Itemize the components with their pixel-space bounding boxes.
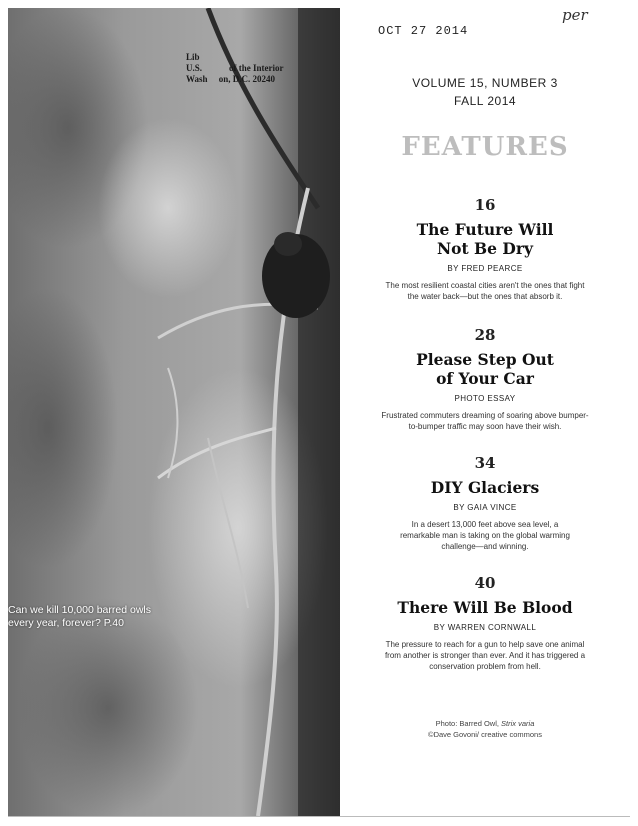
feature-title xyxy=(340,598,630,617)
stamp-line: U.S. of the Interior xyxy=(186,63,284,73)
library-stamp xyxy=(186,52,284,85)
feature-item xyxy=(340,326,630,432)
feature-title-line: The Future Will xyxy=(416,220,554,239)
feature-title xyxy=(340,220,630,258)
feature-page-number: 40 xyxy=(474,574,496,592)
feature-item xyxy=(340,196,630,302)
contents-panel xyxy=(340,0,630,826)
credit-line xyxy=(340,718,630,729)
feature-title-line: of Your Car xyxy=(436,369,534,388)
credit-species: Strix varia xyxy=(501,719,535,728)
feature-description xyxy=(340,519,630,552)
stamp-line: Lib xyxy=(186,52,200,62)
issue-season: FALL 2014 xyxy=(453,94,517,108)
feature-title-line: There Will Be Blood xyxy=(397,598,573,617)
page-bottom-rule xyxy=(8,816,630,817)
feature-description xyxy=(340,410,630,432)
caption-line: Can we kill 10,000 barred owls xyxy=(8,604,151,616)
feature-title xyxy=(340,350,630,388)
caption-line: every year, forever? P.40 xyxy=(8,617,124,629)
received-date-stamp: OCT 27 2014 xyxy=(378,24,469,38)
feature-byline: BY WARREN CORNWALL xyxy=(433,623,537,632)
feature-desc-line: challenge—and winning. xyxy=(441,542,529,551)
feature-desc-line: The most resilient coastal cities aren't the ones that fight xyxy=(385,281,585,290)
feature-page-number: 34 xyxy=(474,454,496,472)
feature-desc-line: to-bumper traffic may soon have their wish. xyxy=(408,422,562,431)
feature-title-line: DIY Glaciers xyxy=(430,478,540,497)
handwritten-initials: per xyxy=(562,6,588,24)
credit-prefix: Photo: Barred Owl, xyxy=(435,719,502,728)
photo-credit xyxy=(340,718,630,740)
volume-number: VOLUME 15, NUMBER 3 xyxy=(412,76,558,90)
feature-byline: BY FRED PEARCE xyxy=(447,264,523,273)
feature-item xyxy=(340,454,630,552)
feature-desc-line: conservation problem from hell. xyxy=(429,662,541,671)
feature-description xyxy=(340,280,630,302)
photo-caption xyxy=(8,604,151,630)
feature-title-line: Not Be Dry xyxy=(436,239,534,258)
feature-desc-line: from another is stronger than ever. And it has triggered a xyxy=(384,651,586,660)
feature-desc-line: In a desert 13,000 feet above sea level, a xyxy=(411,520,559,529)
feature-title xyxy=(340,478,630,497)
feature-description xyxy=(340,639,630,672)
feature-desc-line: remarkable man is taking on the global warming xyxy=(400,531,570,540)
credit-line: ©Dave Govoni/ creative commons xyxy=(428,730,542,739)
owl-branch-photo xyxy=(8,8,340,816)
stamp-line: Wash on, D.C. 20240 xyxy=(186,74,276,84)
feature-page-number: 28 xyxy=(474,326,496,344)
feature-page-number: 16 xyxy=(474,196,496,214)
cover-photo xyxy=(8,8,340,816)
feature-byline: BY GAIA VINCE xyxy=(453,503,517,512)
feature-desc-line: the water back—but the ones that absorb it. xyxy=(407,292,563,301)
feature-desc-line: Frustrated commuters dreaming of soaring above bumper- xyxy=(381,411,589,420)
feature-item xyxy=(340,574,630,672)
feature-byline: PHOTO ESSAY xyxy=(454,394,516,403)
feature-desc-line: The pressure to reach for a gun to help save one animal xyxy=(385,640,585,649)
feature-title-line: Please Step Out xyxy=(416,350,554,369)
features-heading: FEATURES xyxy=(401,132,569,162)
